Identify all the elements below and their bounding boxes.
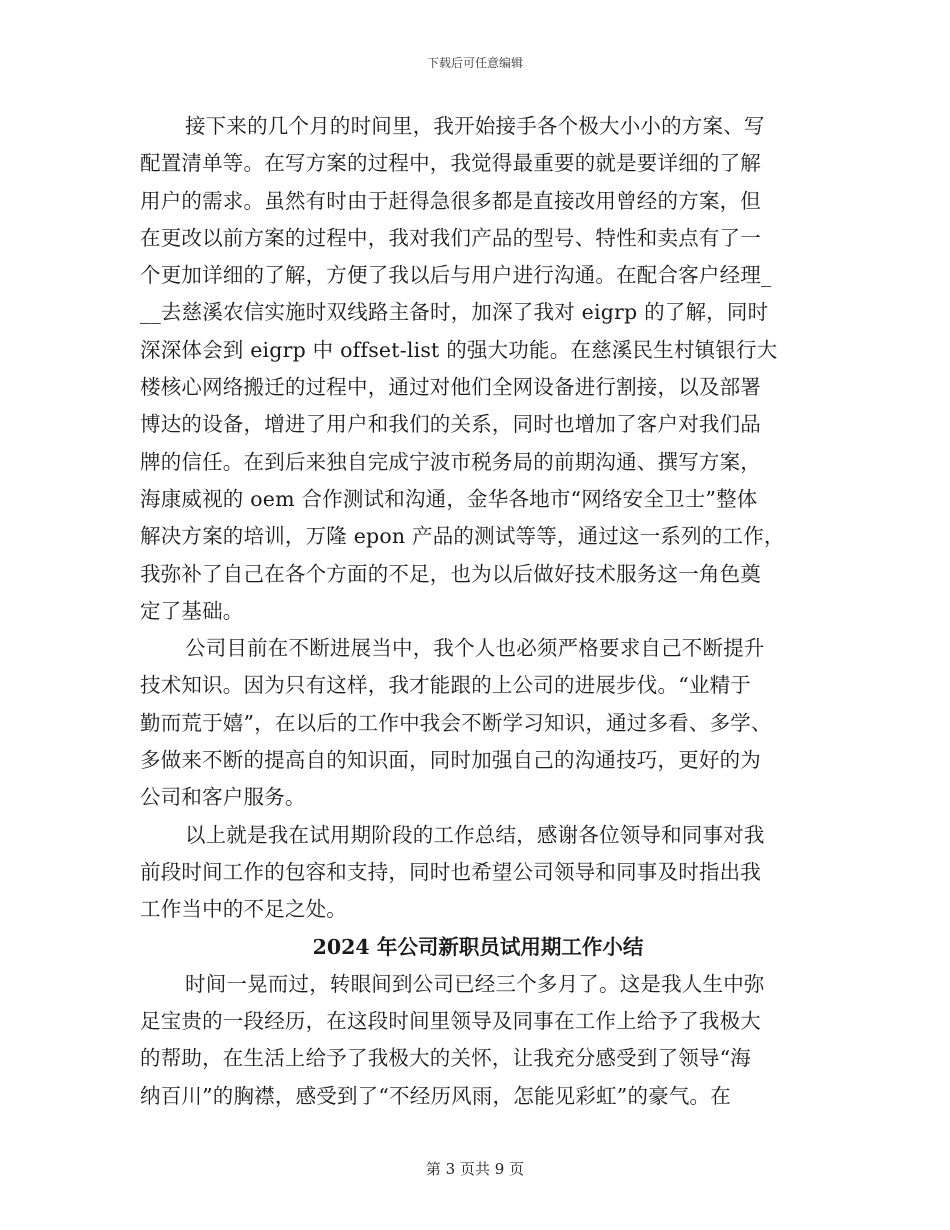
paragraph-line: 个更加详细的了解，方便了我以后与用户进行沟通。在配合客户经理_ bbox=[140, 263, 772, 288]
paragraph-line: 多做来不断的提高自的知识面，同时加强自己的沟通技巧，更好的为 bbox=[140, 748, 761, 773]
paragraph-line: 公司和客户服务。 bbox=[140, 785, 306, 810]
paragraph-line: 配置清单等。在写方案的过程中，我觉得最重要的就是要详细的了解 bbox=[140, 151, 761, 176]
paragraph-line: 时间一晃而过，转眼间到公司已经三个多月了。这是我人生中弥 bbox=[185, 971, 765, 996]
paragraph-line: 牌的信任。在到后来独自完成宁波市税务局的前期沟通、撰写方案， bbox=[140, 449, 761, 474]
document-body bbox=[140, 108, 810, 1115]
paragraph-line: 接下来的几个月的时间里，我开始接手各个极大小小的方案、写 bbox=[185, 114, 765, 138]
paragraph-line: 纳百川”的胸襟，感受到了“不经历风雨，怎能见彩虹”的豪气。在 bbox=[140, 1083, 731, 1108]
paragraph-line: 博达的设备，增进了用户和我们的关系，同时也增加了客户对我们品 bbox=[140, 412, 761, 437]
paragraph-line: 勤而荒于嬉”，在以后的工作中我会不断学习知识，通过多看、多学、 bbox=[140, 710, 772, 735]
paragraph-line: 深深体会到 eigrp 中 offset-list 的强大功能。在慈溪民生村镇银行大 bbox=[140, 337, 778, 362]
paragraph-line: 公司目前在不断进展当中，我个人也必须严格要求自己不断提升 bbox=[185, 636, 765, 661]
paragraph-line: 前段时间工作的包容和支持，同时也希望公司领导和同事及时指出我 bbox=[140, 859, 761, 884]
section-title: 2024 年公司新职员试用期工作小结 bbox=[312, 934, 644, 959]
page-header: 下载后可任意编辑 bbox=[426, 56, 523, 70]
paragraph-line: 在更改以前方案的过程中，我对我们产品的型号、特性和卖点有了一 bbox=[140, 225, 761, 250]
paragraph-line: 用户的需求。虽然有时由于赶得急很多都是直接改用曾经的方案，但 bbox=[140, 188, 761, 213]
paragraph-line: 技术知识。因为只有这样，我才能跟的上公司的进展步伐。“业精于 bbox=[140, 673, 751, 698]
paragraph-line: 以上就是我在试用期阶段的工作总结，感谢各位领导和同事对我 bbox=[185, 822, 765, 847]
paragraph-line: 定了基础。 bbox=[140, 598, 244, 623]
paragraph-line: 的帮助，在生活上给予了我极大的关怀，让我充分感受到了领导“海 bbox=[140, 1046, 751, 1071]
paragraph-line: __去慈溪农信实施时双线路主备时，加深了我对 eigrp 的了解，同时 bbox=[140, 300, 769, 325]
paragraph-line: 工作当中的不足之处。 bbox=[140, 897, 347, 922]
page-footer: 第 3 页共 9 页 bbox=[425, 1160, 525, 1178]
paragraph-line: 我弥补了自己在各个方面的不足，也为以后做好技术服务这一角色奠 bbox=[140, 561, 761, 586]
paragraph-line: 海康威视的 oem 合作测试和沟通，金华各地市“网络安全卫士”整体 bbox=[140, 486, 758, 511]
paragraph-line: 解决方案的培训，万隆 epon 产品的测试等等，通过这一系列的工作， bbox=[140, 524, 785, 549]
paragraph-line: 楼核心网络搬迁的过程中，通过对他们全网设备进行割接，以及部署 bbox=[140, 375, 761, 400]
paragraph-line: 足宝贵的一段经历，在这段时间里领导及同事在工作上给予了我极大 bbox=[140, 1009, 761, 1034]
